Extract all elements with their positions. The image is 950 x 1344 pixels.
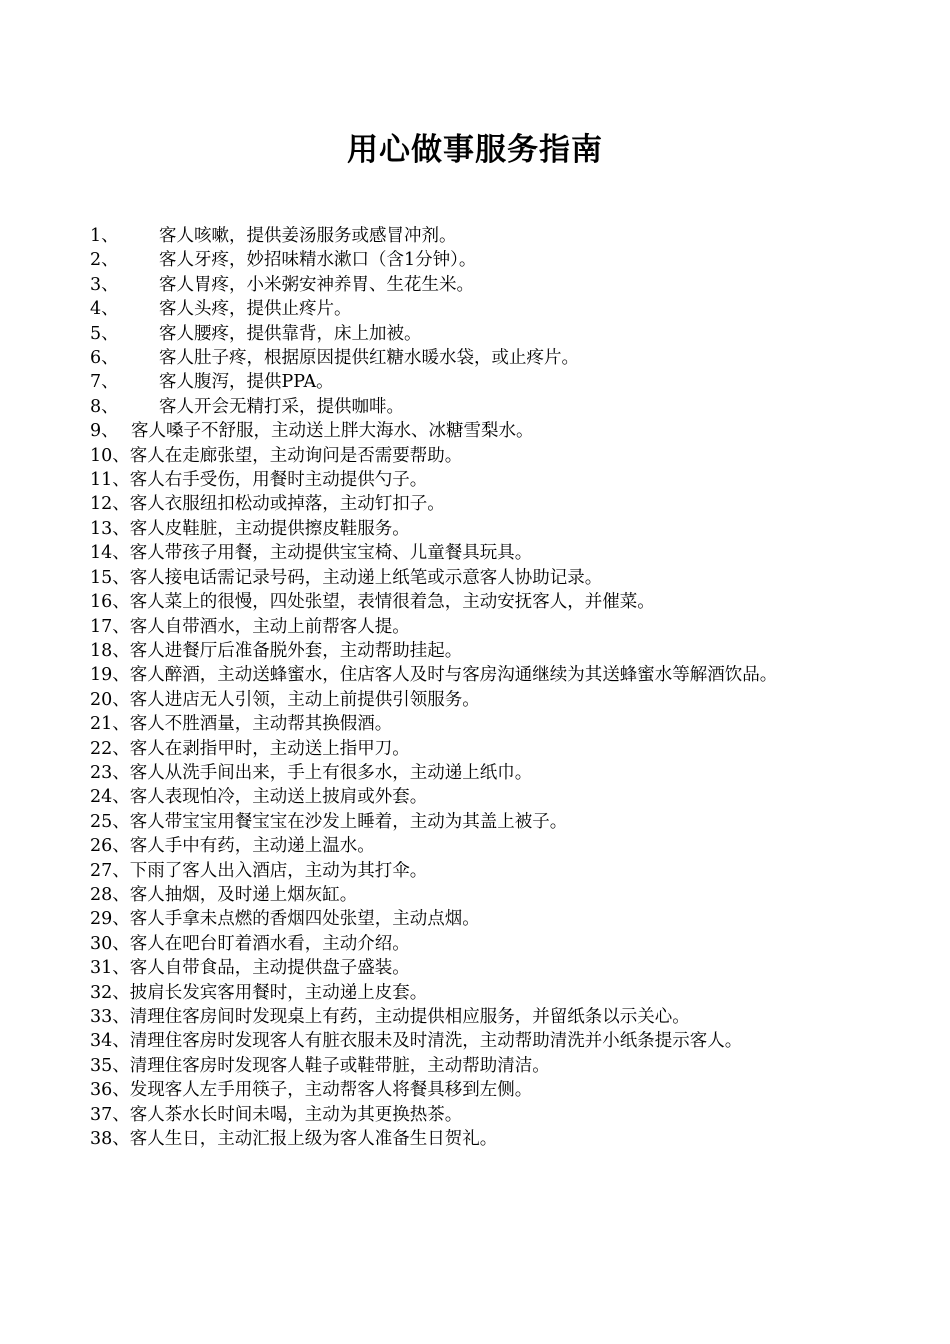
list-item-number: 26、	[90, 836, 130, 857]
list-item-number: 34、	[90, 1031, 130, 1052]
list-item	[90, 859, 865, 883]
list-item-text: 客人腹泻，提供PPA。	[159, 372, 334, 393]
list-item	[90, 1029, 865, 1053]
list-item-text: 客人在吧台盯着酒水看，主动介绍。	[129, 933, 410, 954]
list-item-number: 24、	[90, 787, 130, 808]
list-item-number: 4、	[90, 299, 119, 320]
list-item	[90, 615, 865, 639]
list-item	[90, 297, 865, 321]
list-item-number: 27、	[90, 860, 130, 881]
list-item	[90, 566, 865, 590]
list-item	[90, 663, 865, 687]
list-item	[90, 346, 865, 370]
list-item	[90, 932, 865, 956]
list-item-text: 客人带宝宝用餐宝宝在沙发上睡着，主动为其盖上被子。	[129, 811, 568, 832]
list-item-number: 9、	[90, 421, 119, 442]
list-item-number: 10、	[90, 445, 130, 466]
list-item-text: 客人胃疼，小米粥安神养胃、生花生米。	[159, 274, 474, 295]
list-item-text: 客人肚子疼，根据原因提供红糖水暖水袋，或止疼片。	[159, 348, 579, 369]
list-item-text: 客人开会无精打采，提供咖啡。	[159, 396, 404, 417]
list-item	[90, 1103, 865, 1127]
list-item-number: 3、	[90, 274, 119, 295]
list-item-text: 客人进餐厅后准备脱外套，主动帮助挂起。	[129, 640, 463, 661]
list-item-text: 客人生日，主动汇报上级为客人准备生日贺礼。	[129, 1129, 498, 1150]
list-item	[90, 834, 865, 858]
list-item	[90, 737, 865, 761]
list-item	[90, 248, 865, 272]
list-item-number: 1、	[90, 226, 119, 246]
list-item	[90, 1078, 865, 1102]
list-item-number: 6、	[90, 348, 119, 369]
list-item-text: 清理住客房时发现客人鞋子或鞋带脏，主动帮助清洁。	[129, 1055, 550, 1076]
list-item-text: 客人抽烟，及时递上烟灰缸。	[129, 884, 358, 905]
list-item	[90, 956, 865, 980]
list-item	[90, 712, 865, 736]
list-item-text: 客人醉酒，主动送蜂蜜水，住店客人及时与客房沟通继续为其送蜂蜜水等解酒饮品。	[129, 665, 778, 686]
list-item	[90, 810, 865, 834]
list-item	[90, 395, 865, 419]
list-item-number: 29、	[90, 909, 130, 930]
list-item-number: 15、	[90, 567, 130, 588]
list-item-text: 发现客人左手用筷子，主动帮客人将餐具移到左侧。	[129, 1080, 533, 1101]
list-item-number: 37、	[90, 1104, 130, 1125]
list-item-text: 客人进店无人引领，主动上前提供引领服务。	[129, 689, 480, 710]
list-item	[90, 981, 865, 1005]
list-item-number: 35、	[90, 1055, 130, 1076]
list-item	[90, 492, 865, 516]
list-item-number: 32、	[90, 982, 130, 1003]
list-item-number: 23、	[90, 762, 130, 783]
list-item-number: 14、	[90, 543, 130, 564]
list-item-text: 清理住客房间时发现桌上有药，主动提供相应服务，并留纸条以示关心。	[129, 1007, 690, 1027]
list-item-number: 30、	[90, 933, 130, 954]
list-item	[90, 688, 865, 712]
list-item-number: 21、	[90, 714, 130, 735]
list-item	[90, 541, 865, 565]
list-item	[90, 224, 865, 248]
list-item	[90, 883, 865, 907]
list-item-text: 客人不胜酒量，主动帮其换假酒。	[129, 714, 393, 735]
list-item-text: 客人菜上的很慢，四处张望，表情很着急，主动安抚客人，并催菜。	[129, 592, 655, 613]
list-item-number: 18、	[90, 640, 130, 661]
list-item-text: 下雨了客人出入酒店，主动为其打伞。	[129, 860, 428, 881]
list-item	[90, 907, 865, 931]
list-item	[90, 785, 865, 809]
list-item	[90, 273, 865, 297]
list-item-number: 8、	[90, 396, 119, 417]
list-item-text: 客人自带酒水，主动上前帮客人提。	[129, 616, 410, 637]
list-item-text: 客人自带食品，主动提供盘子盛装。	[129, 958, 410, 979]
list-item	[90, 590, 865, 614]
list-item-text: 客人皮鞋脏，主动提供擦皮鞋服务。	[129, 518, 410, 539]
list-item-text: 客人咳嗽，提供姜汤服务或感冒冲剂。	[159, 226, 457, 246]
list-item-text: 客人从洗手间出来，手上有很多水，主动递上纸巾。	[129, 762, 533, 783]
list-item-text: 客人在剥指甲时，主动送上指甲刀。	[129, 738, 410, 759]
list-item-number: 12、	[90, 494, 130, 515]
list-item-number: 11、	[90, 470, 130, 491]
list-item-number: 31、	[90, 958, 130, 979]
list-item-number: 22、	[90, 738, 130, 759]
list-item-text: 客人牙疼，妙招味精水漱口（含1分钟）。	[159, 250, 477, 271]
service-guide-list	[90, 224, 865, 1151]
list-item-number: 5、	[90, 323, 119, 344]
list-item-text: 客人手拿未点燃的香烟四处张望，主动点烟。	[129, 909, 480, 930]
list-item-text: 客人腰疼，提供靠背，床上加被。	[159, 323, 422, 344]
page-title: 用心做事服务指南	[347, 132, 603, 168]
list-item	[90, 1127, 865, 1151]
list-item	[90, 370, 865, 394]
list-item-text: 客人在走廊张望，主动询问是否需要帮助。	[129, 445, 463, 466]
list-item	[90, 761, 865, 785]
list-item-number: 20、	[90, 689, 130, 710]
list-item-text: 客人右手受伤，用餐时主动提供勺子。	[129, 470, 428, 491]
list-item-number: 16、	[90, 592, 130, 613]
list-item	[90, 322, 865, 346]
list-item	[90, 444, 865, 468]
list-item-text: 客人衣服纽扣松动或掉落，主动钉扣子。	[129, 494, 445, 515]
list-item-text: 客人接电话需记录号码，主动递上纸笔或示意客人协助记录。	[129, 567, 603, 588]
list-item-number: 28、	[90, 884, 130, 905]
list-item-text: 客人头疼，提供止疼片。	[159, 299, 352, 320]
list-item-number: 38、	[90, 1129, 130, 1150]
list-item	[90, 468, 865, 492]
list-item-text: 客人手中有药，主动递上温水。	[129, 836, 375, 857]
list-item-number: 19、	[90, 665, 130, 686]
list-item	[90, 419, 865, 443]
list-item-number: 36、	[90, 1080, 130, 1101]
list-item-number: 2、	[90, 250, 119, 271]
list-item-text: 客人嗓子不舒服，主动送上胖大海水、冰糖雪梨水。	[131, 421, 534, 442]
list-item	[90, 1005, 865, 1029]
list-item	[90, 517, 865, 541]
list-item-text: 客人带孩子用餐，主动提供宝宝椅、儿童餐具玩具。	[129, 543, 533, 564]
list-item-text: 披肩长发宾客用餐时，主动递上皮套。	[129, 982, 428, 1003]
list-item	[90, 639, 865, 663]
list-item-text: 客人表现怕冷，主动送上披肩或外套。	[129, 787, 428, 808]
list-item-text: 客人茶水长时间未喝，主动为其更换热茶。	[129, 1104, 463, 1125]
list-item-number: 33、	[90, 1007, 130, 1027]
list-item	[90, 1054, 865, 1078]
list-item-number: 7、	[90, 372, 119, 393]
list-item-text: 清理住客房时发现客人有脏衣服未及时清洗，主动帮助清洗并小纸条提示客人。	[129, 1031, 743, 1052]
list-item-number: 13、	[90, 518, 130, 539]
list-item-number: 17、	[90, 616, 130, 637]
list-item-number: 25、	[90, 811, 130, 832]
